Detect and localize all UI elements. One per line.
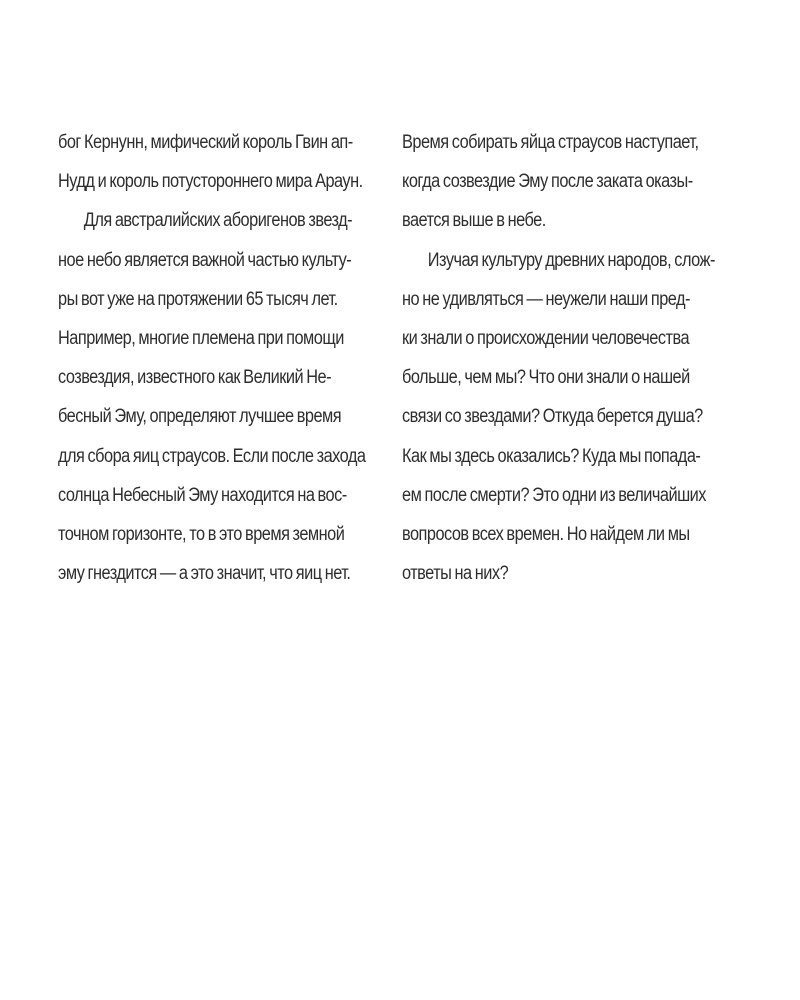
text-line: для сбора яиц страусов. Если после захода bbox=[58, 445, 366, 467]
text-line: вопросов всех времен. Но найдем ли мы bbox=[402, 523, 690, 545]
text-line: но не удивляться — неужели наши пред- bbox=[402, 288, 690, 310]
text-line: Как мы здесь оказались? Куда мы попада- bbox=[402, 445, 701, 467]
text-line: ное небо является важной частью культу- bbox=[58, 249, 352, 271]
text-line: бог Кернунн, мифический король Гвин ап- bbox=[58, 132, 353, 153]
text-line: ем после смерти? Это одни из величайших bbox=[402, 484, 706, 506]
text-line: точном горизонте, то в это время земной bbox=[58, 523, 345, 545]
text-line: ответы на них? bbox=[402, 563, 509, 585]
text-line: созвездия, известного как Великий Не- bbox=[58, 367, 332, 389]
text-line: Например, многие племена при помощи bbox=[58, 327, 344, 349]
text-column-left bbox=[58, 123, 394, 593]
text-line: Нудд и король потустороннего мира Араун. bbox=[58, 171, 363, 193]
text-line: связи со звездами? Откуда берется душа? bbox=[402, 406, 703, 428]
text-line: когда созвездие Эму после заката оказы- bbox=[402, 171, 693, 193]
text-line: ки знали о происхождении человечества bbox=[402, 327, 690, 349]
text-line: Для австралийских аборигенов звезд- bbox=[83, 210, 353, 232]
text-line: Время собирать яйца страусов наступает, bbox=[402, 132, 699, 153]
text-line: солнца Небесный Эму находится на вос- bbox=[58, 484, 347, 506]
text-line: больше, чем мы? Что они знали о нашей bbox=[402, 367, 690, 389]
text-column-right bbox=[402, 123, 738, 593]
text-line: бесный Эму, определяют лучшее время bbox=[58, 406, 342, 428]
text-line: эму гнездится — а это значит, что яиц нет. bbox=[58, 563, 351, 585]
text-line: Изучая культуру древних народов, слож- bbox=[427, 249, 715, 271]
text-line: вается выше в небе. bbox=[402, 210, 546, 232]
text-line: ры вот уже на протяжении 65 тысяч лет. bbox=[58, 288, 338, 310]
